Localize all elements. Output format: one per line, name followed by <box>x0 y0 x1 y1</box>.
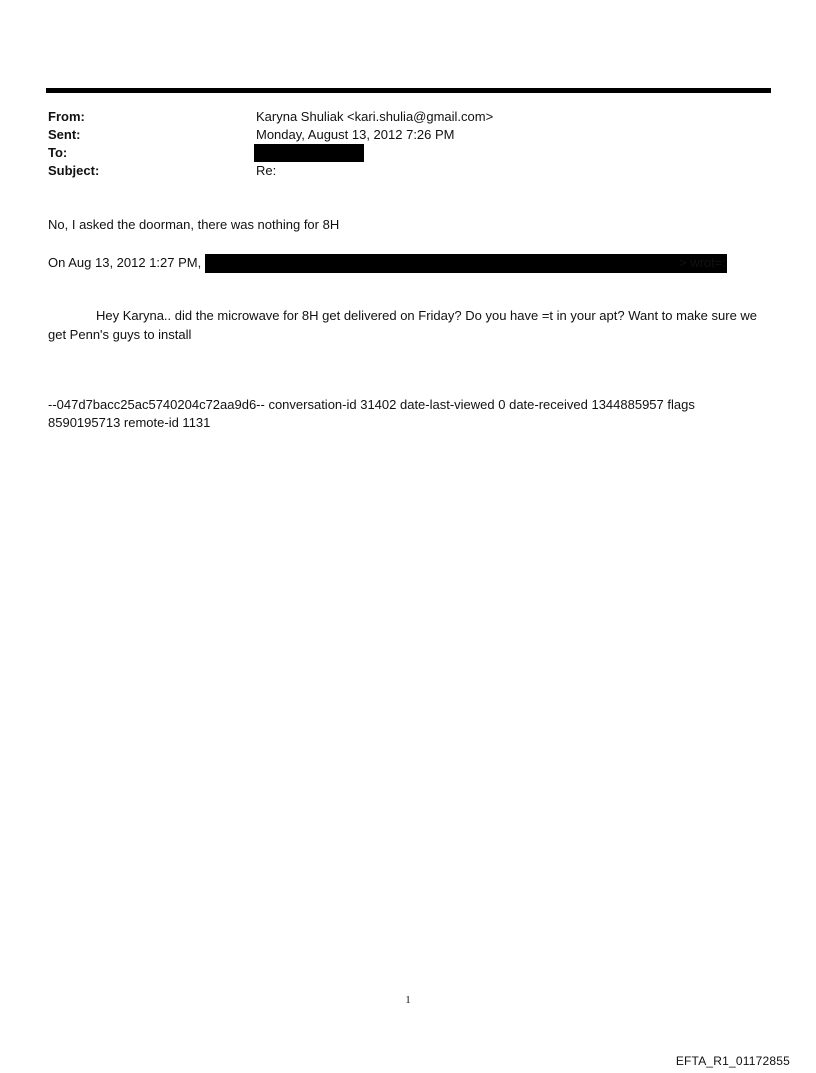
header-rule <box>46 88 771 93</box>
from-row <box>48 108 768 126</box>
from-value: Karyna Shuliak <kari.shulia@gmail.com> <box>256 109 494 124</box>
quote-suffix: > wrot=: <box>679 255 726 270</box>
bates-number: EFTA_R1_01172855 <box>675 1054 790 1068</box>
to-redaction-box <box>254 144 364 162</box>
reply-message: No, I asked the doorman, there was nothing for 8H <box>48 217 340 232</box>
sent-value: Monday, August 13, 2012 7:26 PM <box>256 127 455 142</box>
from-label: From: <box>48 109 85 124</box>
subject-row <box>48 162 768 180</box>
email-header <box>48 108 768 180</box>
sent-row <box>48 126 768 144</box>
subject-value: Re: <box>256 163 277 178</box>
to-row <box>48 144 768 162</box>
quoted-message: Hey Karyna.. did the microwave for 8H get delivered on Friday? Do you have =t in your apt? Want to make sure we get Penn's guys to install <box>48 308 758 342</box>
quote-redaction-box <box>205 254 727 273</box>
message-metadata: --047d7bacc25ac5740204c72aa9d6-- conversation-id 31402 date-last-viewed 0 date-received 1344885957 flags 8590195713 remote-id 1131 <box>48 397 695 430</box>
quote-attribution <box>48 253 768 273</box>
subject-label: Subject: <box>48 163 100 178</box>
page-number: 1 <box>405 994 411 1006</box>
sent-label: Sent: <box>48 127 81 142</box>
quote-prefix: On Aug 13, 2012 1:27 PM, <box>48 255 202 270</box>
to-label: To: <box>48 145 68 160</box>
